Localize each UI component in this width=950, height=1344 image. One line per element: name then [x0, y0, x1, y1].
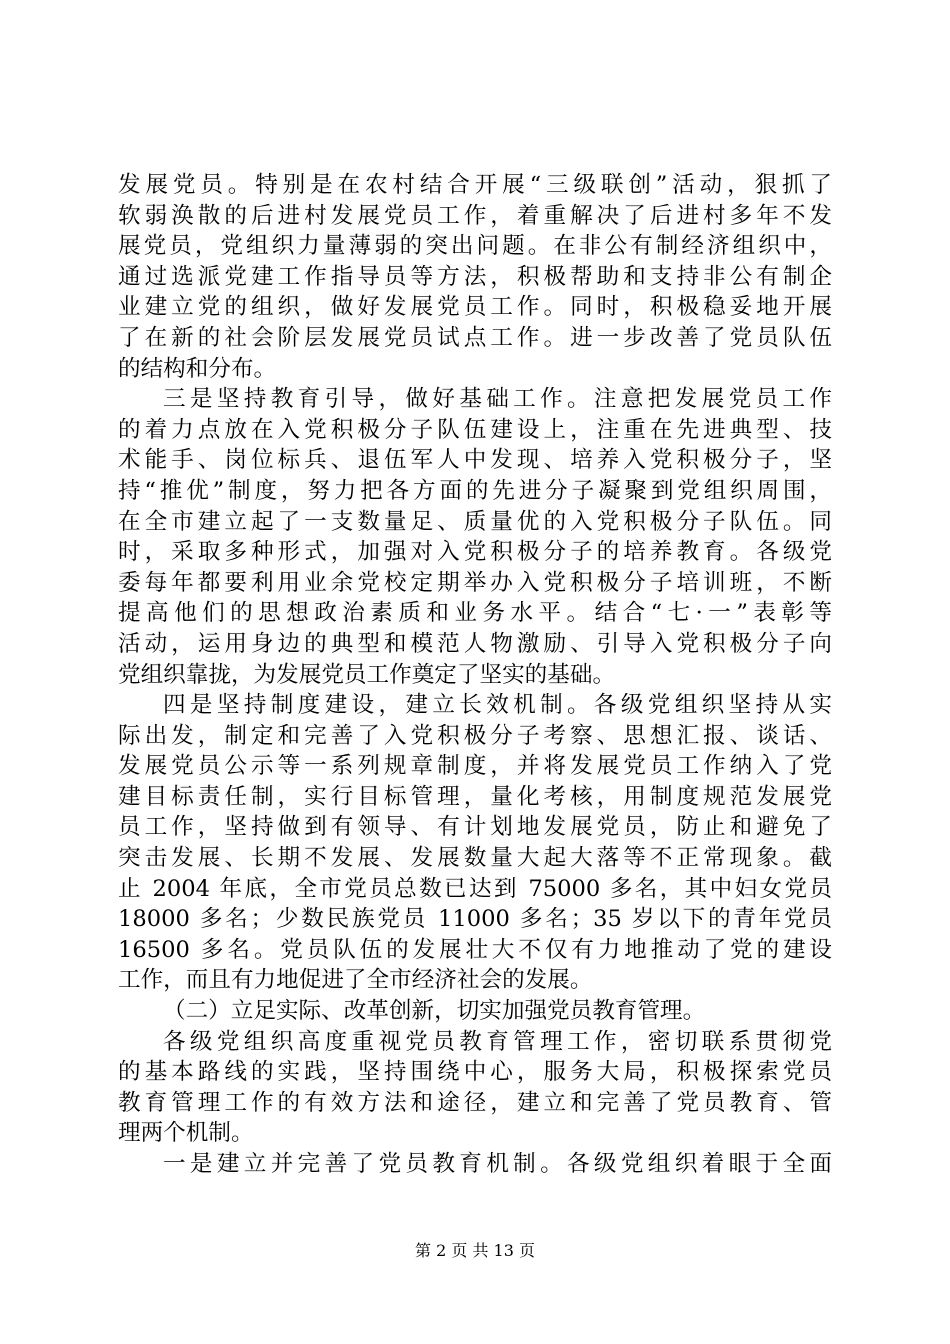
- text-line: 活动，运用身边的典型和模范人物激励、引导入党积极分子向: [118, 630, 832, 657]
- text-line: 了在新的社会阶层发展党员试点工作。进一步改善了党员队伍: [118, 324, 832, 351]
- text-line: 18000 多名；少数民族党员 11000 多名；35 岁以下的青年党员: [118, 906, 832, 933]
- text-line: 在全市建立起了一支数量足、质量优的入党积极分子队伍。同: [118, 508, 832, 535]
- text-line: 际出发，制定和完善了入党积极分子考察、思想汇报、谈话、: [118, 722, 832, 749]
- text-line: 发展党员公示等一系列规章制度，并将发展党员工作纳入了党: [118, 753, 832, 780]
- section-heading: （二）立足实际、改革创新，切实加强党员教育管理。: [163, 998, 706, 1025]
- text-line: 提高他们的思想政治素质和业务水平。结合“七·一”表彰等: [118, 600, 832, 627]
- text-line: 软弱涣散的后进村发展党员工作，着重解决了后进村多年不发: [118, 202, 832, 229]
- text-line: 发展党员。特别是在农村结合开展“三级联创”活动，狠抓了: [118, 172, 832, 198]
- text-line: 通过选派党建工作指导员等方法，积极帮助和支持非公有制企: [118, 263, 832, 290]
- text-line: 理两个机制。: [118, 1120, 254, 1147]
- text-line: 止 2004 年底，全市党员总数已达到 75000 多名，其中妇女党员: [118, 875, 832, 902]
- text-line: 16500 多名。党员队伍的发展壮大不仅有力地推动了党的建设: [118, 936, 832, 963]
- text-line: 展党员，党组织力量薄弱的突出问题。在非公有制经济组织中，: [118, 233, 832, 260]
- paragraph-start-line: 各级党组织高度重视党员教育管理工作，密切联系贯彻党: [163, 1028, 832, 1055]
- text-line: 时，采取多种形式，加强对入党积极分子的培养教育。各级党: [118, 539, 832, 566]
- text-line: 委每年都要利用业余党校定期举办入党积极分子培训班，不断: [118, 569, 832, 596]
- paragraph-start-line: 三是坚持教育引导，做好基础工作。注意把发展党员工作: [163, 386, 832, 413]
- text-line: 的结构和分布。: [118, 355, 277, 382]
- paragraph-start-line: 一是建立并完善了党员教育机制。各级党组织着眼于全面: [163, 1151, 832, 1177]
- text-line: 术能手、岗位标兵、退伍军人中发现、培养入党积极分子，坚: [118, 447, 832, 474]
- text-line: 员工作，坚持做到有领导、有计划地发展党员，防止和避免了: [118, 814, 832, 841]
- document-body: [118, 170, 832, 1180]
- text-line: 教育管理工作的有效方法和途径，建立和完善了党员教育、管: [118, 1089, 832, 1116]
- text-line: 的基本路线的实践，坚持围绕中心，服务大局，积极探索党员: [118, 1059, 832, 1086]
- text-line: 的着力点放在入党积极分子队伍建设上，注重在先进典型、技: [118, 416, 832, 443]
- text-line: 持“推优”制度，努力把各方面的先进分子凝聚到党组织周围，: [118, 477, 832, 504]
- text-line: 突击发展、长期不发展、发展数量大起大落等不正常现象。截: [118, 845, 832, 872]
- text-line: 建目标责任制，实行目标管理，量化考核，用制度规范发展党: [118, 783, 832, 810]
- page-number-footer: 第 2 页 共 13 页: [415, 1241, 535, 1260]
- text-line: 党组织靠拢，为发展党员工作奠定了坚实的基础。: [118, 661, 616, 688]
- text-line: 业建立党的组织，做好发展党员工作。同时，积极稳妥地开展: [118, 294, 832, 321]
- text-line: 工作，而且有力地促进了全市经济社会的发展。: [118, 967, 593, 994]
- paragraph-start-line: 四是坚持制度建设，建立长效机制。各级党组织坚持从实: [163, 692, 832, 719]
